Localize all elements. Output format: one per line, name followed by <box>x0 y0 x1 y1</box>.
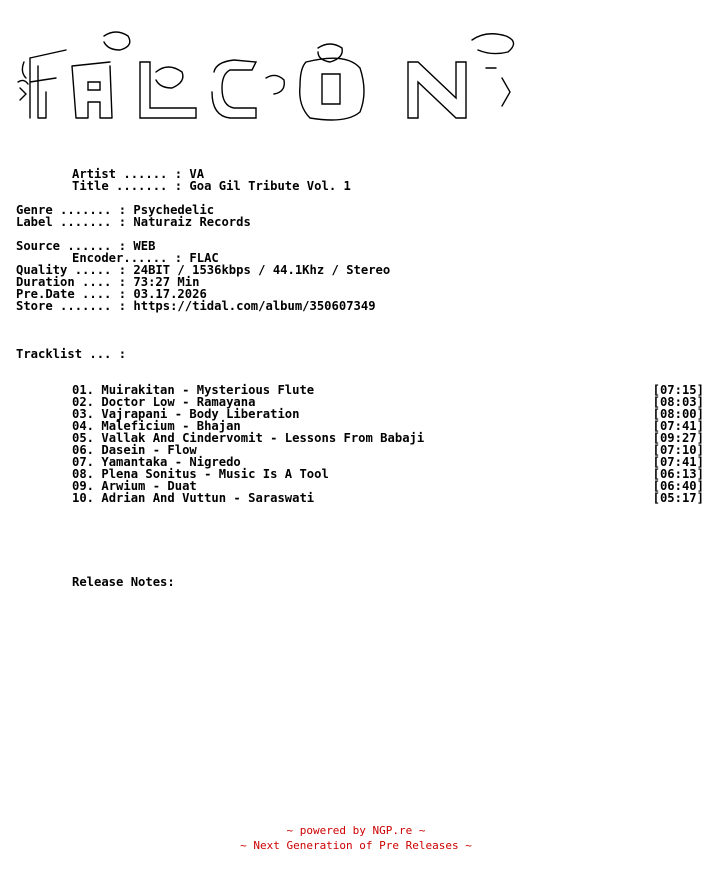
release-notes-label: Release Notes: <box>72 575 175 589</box>
track-row: 04. Maleficium - Bhajan [07:41] <box>72 419 704 433</box>
nfo-body <box>16 0 712 589</box>
track-row: 10. Adrian And Vuttun - Saraswati [05:17] <box>72 491 704 505</box>
info-encoder: Encoder...... : FLAC <box>72 251 219 265</box>
info-predate: Pre.Date .... : 03.17.2026 <box>16 287 207 301</box>
track-row: 03. Vajrapani - Body Liberation [08:00] <box>72 407 704 421</box>
info-artist: Artist ...... : VA <box>72 167 205 181</box>
info-source: Source ...... : WEB <box>16 239 156 253</box>
track-row: 07. Yamantaka - Nigredo [07:41] <box>72 455 704 469</box>
track-row: 09. Arwium - Duat [06:40] <box>72 479 704 493</box>
info-store: Store ....... : https://tidal.com/album/350607349 <box>16 299 376 313</box>
info-genre: Genre ....... : Psychedelic <box>16 203 215 217</box>
track-row: 05. Vallak And Cindervomit - Lessons From Babaji [09:27] <box>72 431 704 445</box>
footer-powered-by: ~ powered by NGP.re ~ <box>286 824 426 837</box>
info-duration: Duration .... : 73:27 Min <box>16 275 200 289</box>
info-title: Title ....... : Goa Gil Tribute Vol. 1 <box>72 179 351 193</box>
track-row: 08. Plena Sonitus - Music Is A Tool [06:13] <box>72 467 704 481</box>
track-row: 06. Dasein - Flow [07:10] <box>72 443 704 457</box>
track-row: 01. Muirakitan - Mysterious Flute [07:15] <box>72 383 704 397</box>
footer-tagline: ~ Next Generation of Pre Releases ~ <box>240 839 472 852</box>
info-quality: Quality ..... : 24BIT / 1536kbps / 44.1Khz / Stereo <box>16 263 391 277</box>
track-row: 02. Doctor Low - Ramayana [08:03] <box>72 395 704 409</box>
tracklist-header: Tracklist ... : <box>16 347 127 361</box>
info-label: Label ....... : Naturaiz Records <box>16 215 251 229</box>
